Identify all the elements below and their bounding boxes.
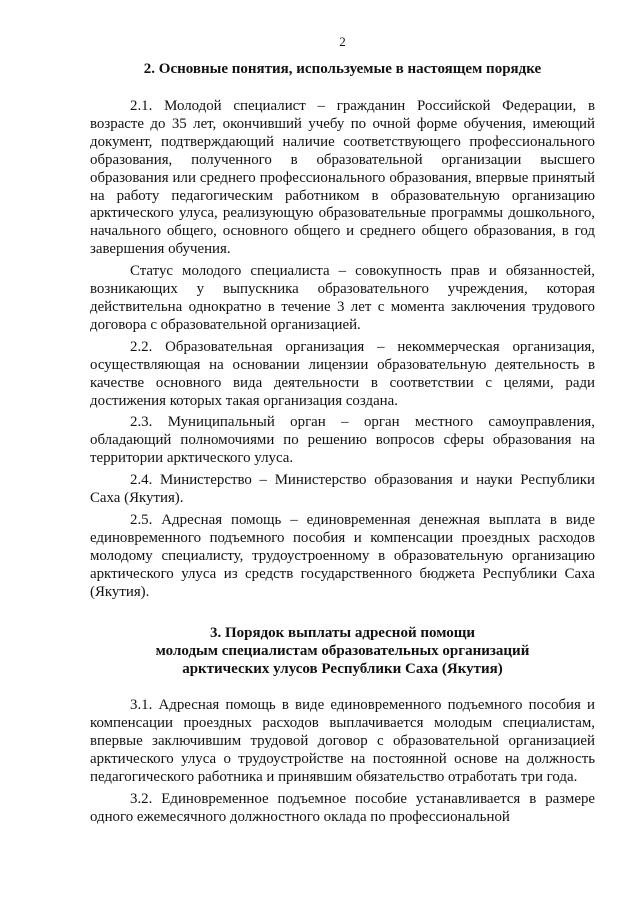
paragraph-3-2: 3.2. Единовременное подъемное пособие устанавливается в размере одного ежемесячного должностного оклада по профессиональной [90,791,595,825]
paragraph-2-5: 2.5. Адресная помощь – единовременная денежная выплата в виде единовременного подъемного пособия и компенсации проездных расходов молодому специалисту, трудоустроенному в образовательную организацию арктического улуса из средств государственного бюджета Республики Саха (Якутия). [90,511,595,600]
paragraph-2-2: 2.2. Образовательная организация – некоммерческая организация, осуществляющая на основании лицензии образовательную деятельность в качестве основного вида деятельности в соответствии с целями, ради достижения которых такая организация создана. [90,338,595,409]
paragraph-2-3: 2.3. Муниципальный орган – орган местного самоуправления, обладающий полномочиями по решению вопросов сферы образования на территории арктического улуса. [90,414,595,467]
paragraph-2-4: 2.4. Министерство – Министерство образования и науки Республики Саха (Якутия). [90,472,595,507]
section-3-heading-line-3: арктических улусов Республики Саха (Якутия) [182,661,503,678]
page-number: 2 [339,34,346,49]
paragraph-status-definition: Статус молодого специалиста – совокупность прав и обязанностей, возникающих у выпускника образовательного учреждения, которая действительна однократно в течение 3 лет с момента заключения трудового договора с образовательной организацией. [90,263,595,333]
paragraph-3-1: 3.1. Адресная помощь в виде единовременного подъемного пособия и компенсации проездных расходов выплачивается молодым специалистам, впервые заключившим трудовой договор с образовательной организацией арктического улуса о трудоустройстве на постоянной основе на должность педагогического работника и принявшим обязательство отработать три года. [90,697,595,786]
section-2-heading: 2. Основные понятия, используемые в настоящем порядке [143,61,542,77]
section-3-heading-line-1: 3. Порядок выплаты адресной помощи [209,625,476,642]
paragraph-2-1: 2.1. Молодой специалист – гражданин Российской Федерации, в возрасте до 35 лет, окончивший учебу по очной форме обучения, имеющий документ, подтверждающий наличие соответствующего профессионального образования, полученного в образовательной организации высшего образования или среднего профессионального образования, впервые принятый на работу педагогическим работником в образовательную организацию арктического улуса, реализующую образовательные программы дошкольного, начального общего, основного общего и среднего общего образования, в год завершения обучения. [90,98,595,258]
section-3-heading-line-2: молодым специалистам образовательных организаций [155,643,530,660]
section-3-heading [90,624,595,678]
